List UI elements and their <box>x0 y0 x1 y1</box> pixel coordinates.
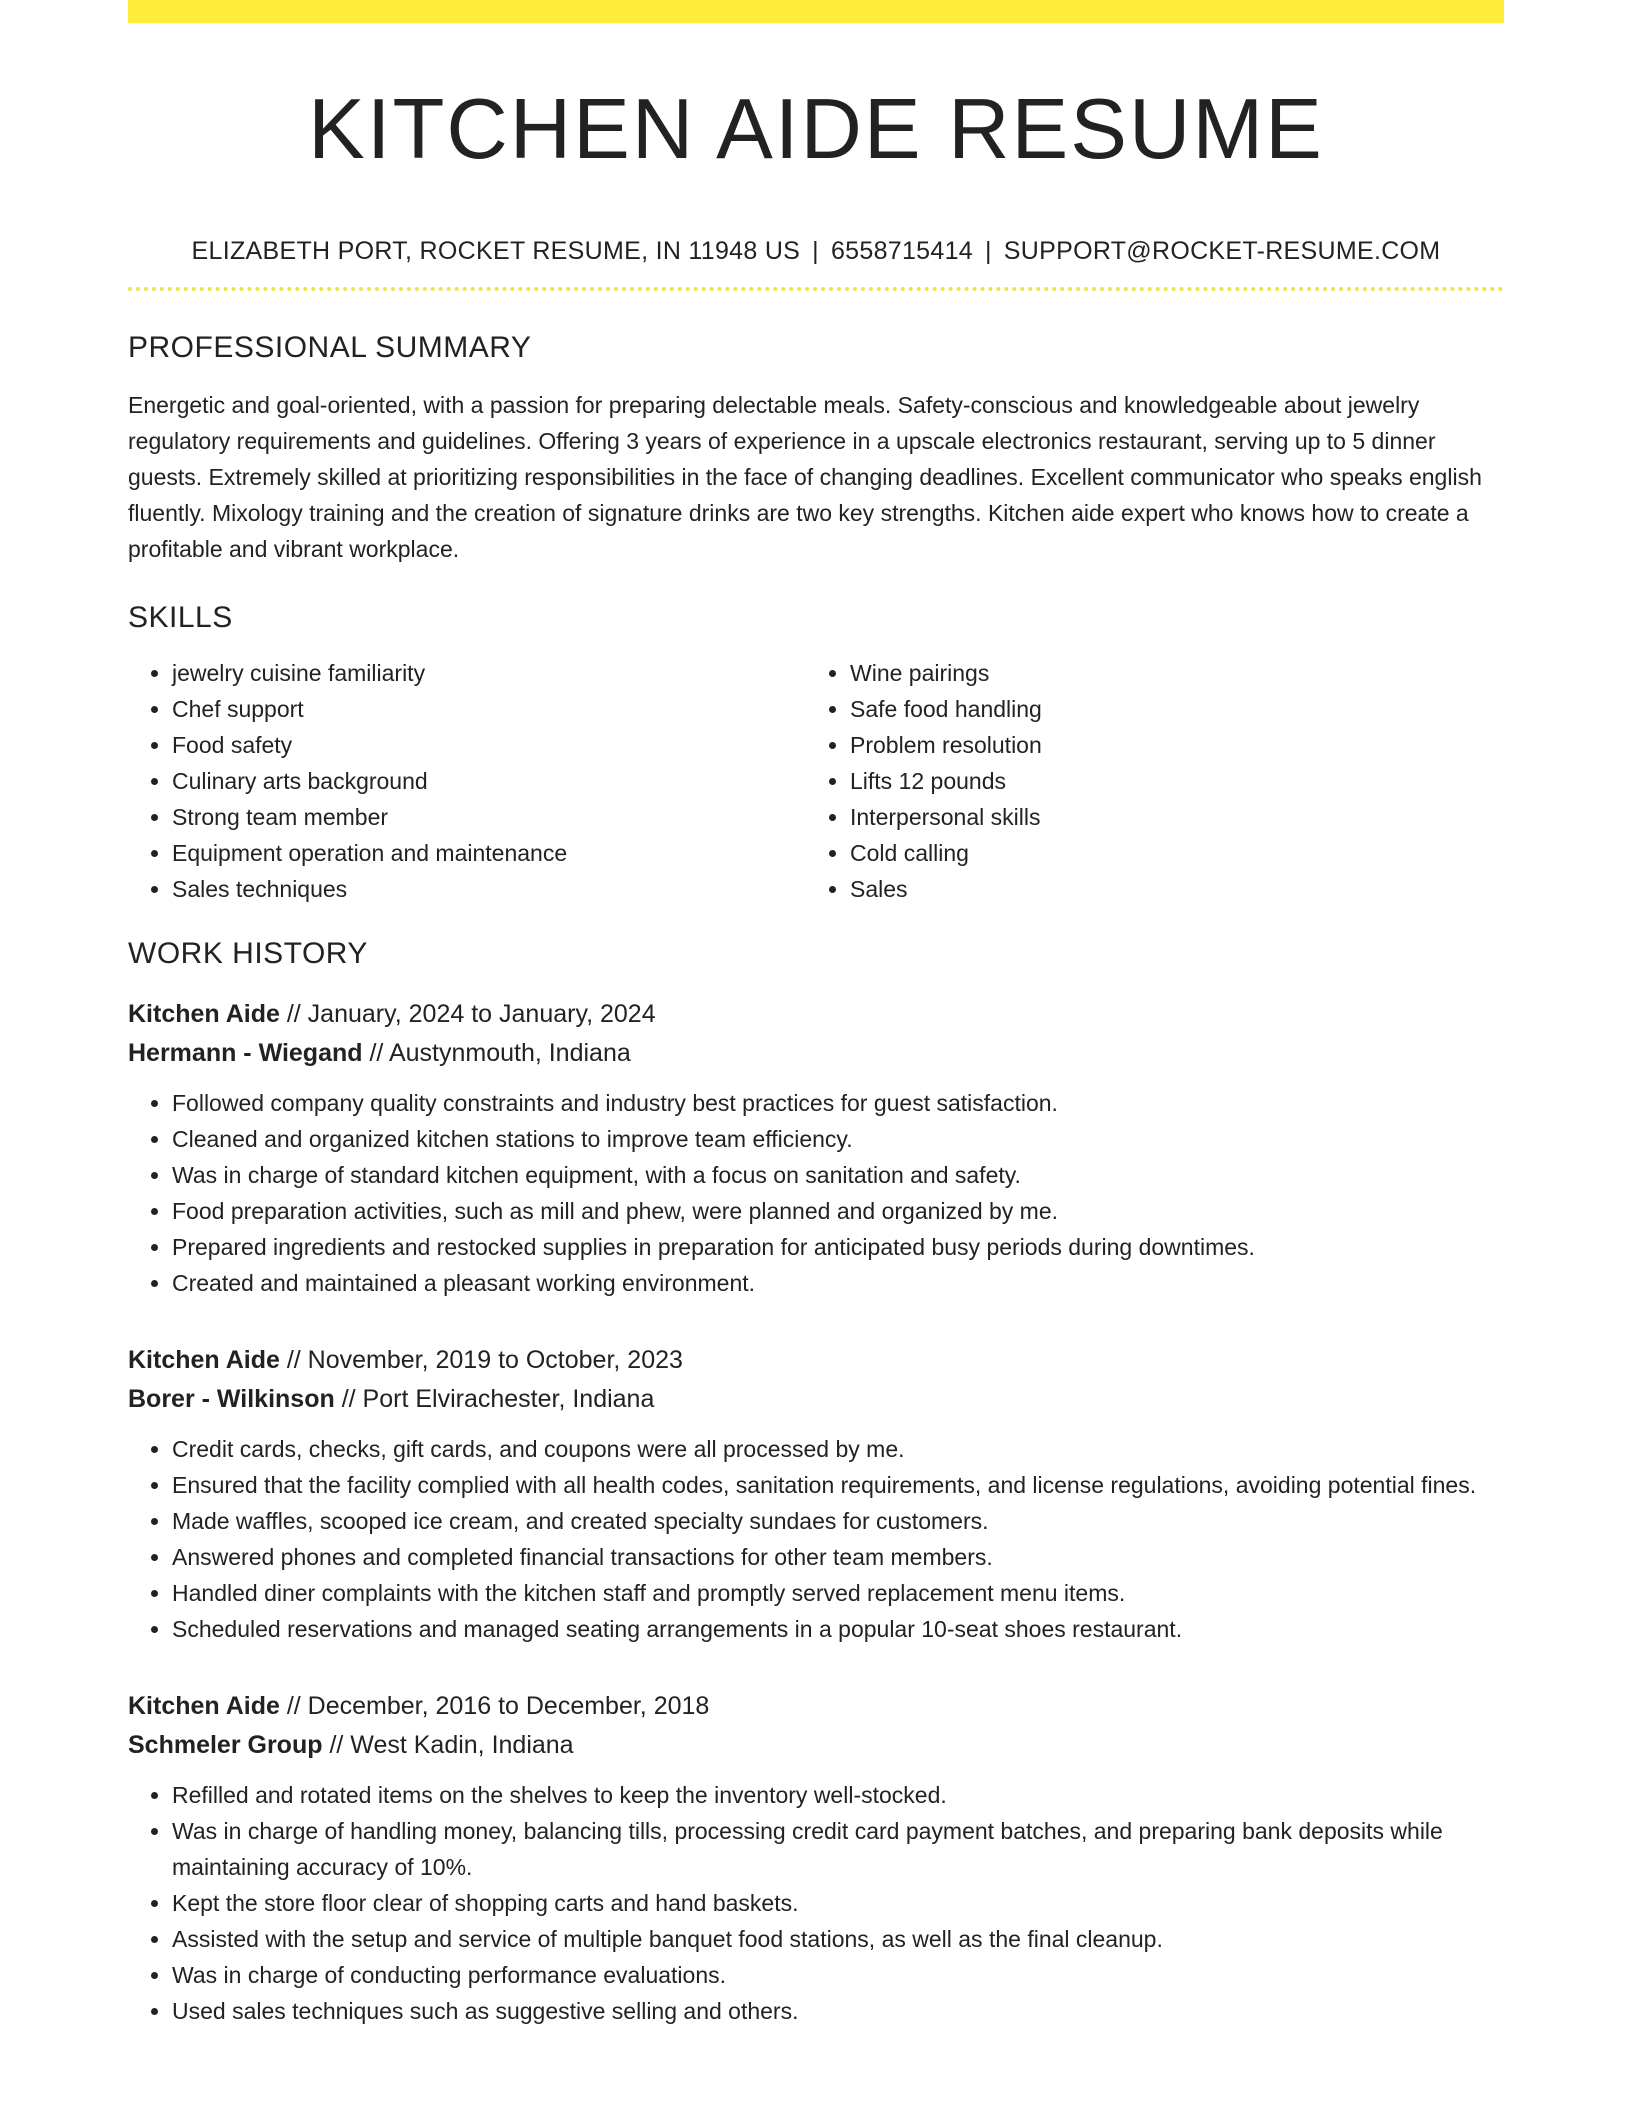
job-company-line <box>128 1034 1504 1073</box>
job-title: Kitchen Aide <box>128 999 280 1028</box>
job-divider: // <box>279 1345 308 1374</box>
job-title-line <box>128 1341 1504 1380</box>
contact-email: SUPPORT@ROCKET-RESUME.COM <box>1003 236 1441 265</box>
job-dates: November, 2019 to October, 2023 <box>307 1345 683 1374</box>
responsibility-item: • Refilled and rotated items on the shelves to keep the inventory well-stocked. <box>172 1777 1504 1813</box>
skills-column-left <box>128 655 806 907</box>
job-responsibilities <box>128 1777 1504 2029</box>
job-company: Schmeler Group <box>128 1730 323 1759</box>
contact-line <box>128 235 1504 267</box>
skills-list <box>128 655 1504 907</box>
responsibility-item: • Used sales techniques such as suggestive selling and others. <box>172 1993 1504 2029</box>
job-title-line <box>128 1687 1504 1726</box>
skill-item: • Sales techniques <box>172 871 806 907</box>
skill-item: • Chef support <box>172 691 806 727</box>
responsibility-item: • Answered phones and completed financial transactions for other team members. <box>172 1539 1504 1575</box>
job-dates: December, 2016 to December, 2018 <box>307 1691 710 1720</box>
header-divider <box>128 287 1504 291</box>
job-company: Borer - Wilkinson <box>128 1384 335 1413</box>
job-title: Kitchen Aide <box>128 1345 280 1374</box>
responsibility-item: • Followed company quality constraints and industry best practices for guest satisfaction. <box>172 1085 1504 1121</box>
job-responsibilities <box>128 1431 1504 1647</box>
job-divider: // <box>279 999 308 1028</box>
skills-heading: SKILLS <box>128 600 233 634</box>
responsibility-item: • Made waffles, scooped ice cream, and created specialty sundaes for customers. <box>172 1503 1504 1539</box>
job-divider: // <box>362 1038 389 1067</box>
job-location: Austynmouth, Indiana <box>388 1038 631 1067</box>
job-responsibilities <box>128 1085 1504 1301</box>
job-divider: // <box>334 1384 363 1413</box>
contact-address: ELIZABETH PORT, ROCKET RESUME, IN 11948 US <box>191 236 801 265</box>
responsibility-item: • Was in charge of standard kitchen equipment, with a focus on sanitation and safety. <box>172 1157 1504 1193</box>
responsibility-item: • Prepared ingredients and restocked supplies in preparation for anticipated busy periods during downtimes. <box>172 1229 1504 1265</box>
skill-item: • Food safety <box>172 727 806 763</box>
responsibility-item: • Ensured that the facility complied with all health codes, sanitation requirements, and license regulations, avoiding potential fines. <box>172 1467 1504 1503</box>
responsibility-item: • Food preparation activities, such as mill and phew, were planned and organized by me. <box>172 1193 1504 1229</box>
skill-item: • Lifts 12 pounds <box>850 763 1484 799</box>
skill-item: • Problem resolution <box>850 727 1484 763</box>
skill-item: • jewelry cuisine familiarity <box>172 655 806 691</box>
skill-item: • Interpersonal skills <box>850 799 1484 835</box>
responsibility-item: • Created and maintained a pleasant working environment. <box>172 1265 1504 1301</box>
job-company: Hermann - Wiegand <box>128 1038 363 1067</box>
contact-separator: | <box>985 236 992 265</box>
responsibility-item: • Kept the store floor clear of shopping carts and hand baskets. <box>172 1885 1504 1921</box>
responsibility-item: • Cleaned and organized kitchen stations to improve team efficiency. <box>172 1121 1504 1157</box>
contact-phone: 6558715414 <box>830 236 973 265</box>
responsibility-item: • Credit cards, checks, gift cards, and coupons were all processed by me. <box>172 1431 1504 1467</box>
skills-column-right <box>806 655 1484 907</box>
job-entry <box>128 995 1504 1301</box>
job-location: Port Elvirachester, Indiana <box>362 1384 655 1413</box>
resume-page <box>128 0 1504 2029</box>
job-dates: January, 2024 to January, 2024 <box>307 999 656 1028</box>
skill-item: • Culinary arts background <box>172 763 806 799</box>
skill-item: • Sales <box>850 871 1484 907</box>
responsibility-item: • Scheduled reservations and managed seating arrangements in a popular 10-seat shoes restaurant. <box>172 1611 1504 1647</box>
work-history-list <box>128 995 1504 2029</box>
contact-separator: | <box>812 236 819 265</box>
job-title-line <box>128 995 1504 1034</box>
job-company-line <box>128 1380 1504 1419</box>
accent-top-bar <box>128 0 1504 23</box>
skill-item: • Equipment operation and maintenance <box>172 835 806 871</box>
skill-item: • Cold calling <box>850 835 1484 871</box>
skill-item: • Strong team member <box>172 799 806 835</box>
job-location: West Kadin, Indiana <box>350 1730 574 1759</box>
summary-heading: PROFESSIONAL SUMMARY <box>128 330 532 364</box>
work-history-heading: WORK HISTORY <box>128 936 368 970</box>
responsibility-item: • Was in charge of conducting performance evaluations. <box>172 1957 1504 1993</box>
job-entry <box>128 1687 1504 2029</box>
job-entry <box>128 1341 1504 1647</box>
responsibility-item: • Handled diner complaints with the kitchen staff and promptly served replacement menu items. <box>172 1575 1504 1611</box>
responsibility-item: • Assisted with the setup and service of multiple banquet food stations, as well as the final cleanup. <box>172 1921 1504 1957</box>
job-company-line <box>128 1726 1504 1765</box>
job-divider: // <box>322 1730 351 1759</box>
job-divider: // <box>279 1691 308 1720</box>
skill-item: • Safe food handling <box>850 691 1484 727</box>
summary-text: Energetic and goal-oriented, with a passion for preparing delectable meals. Safety-conscious and knowledgeable about jewelry regulatory requirements and guidelines. Offering 3 years of experience in a upscale electronics restaurant, serving up to 5 dinner guests. Extremely skilled at prioritizing responsibilities in the face of changing deadlines. Excellent communicator who speaks english fluently. Mixology training and the creation of signature drinks are two key strengths. Kitchen aide expert who knows how to create a profitable and vibrant workplace. <box>128 391 1482 562</box>
job-title: Kitchen Aide <box>128 1691 280 1720</box>
skill-item: • Wine pairings <box>850 655 1484 691</box>
responsibility-item: • Was in charge of handling money, balancing tills, processing credit card payment batches, and preparing bank deposits while maintaining accuracy of 10%. <box>172 1813 1504 1885</box>
resume-title: KITCHEN AIDE RESUME <box>308 82 1324 177</box>
